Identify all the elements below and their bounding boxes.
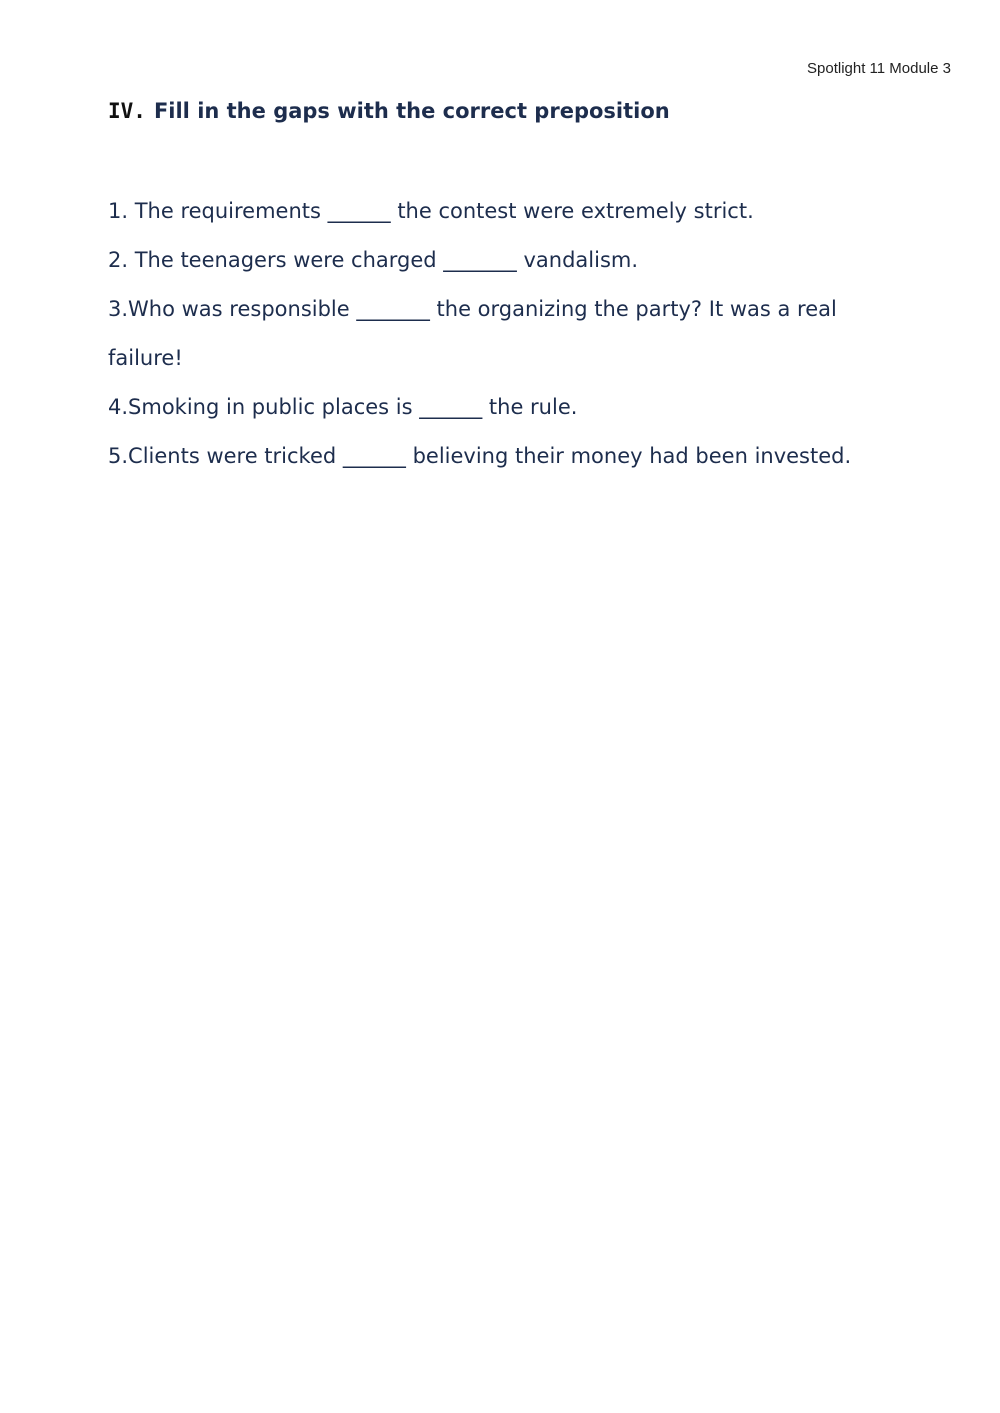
sentence-line: 3.Who was responsible _______ the organizing the party? It was a real: [108, 297, 837, 321]
sentence-line: failure!: [108, 346, 183, 370]
exercise-body: [108, 192, 908, 486]
exercise-heading: [108, 99, 670, 123]
exercise-instruction: Fill in the gaps with the correct preposition: [153, 99, 670, 123]
module-label: Spotlight 11 Module 3: [807, 60, 951, 77]
exercise-number: IV.: [108, 99, 146, 123]
sentence-line: 2. The teenagers were charged _______ vandalism.: [108, 248, 639, 272]
sentence-line: 1. The requirements ______ the contest were extremely strict.: [108, 199, 754, 223]
sentence-line: 5.Clients were tricked ______ believing their money had been invested.: [108, 444, 852, 468]
sentence-line: 4.Smoking in public places is ______ the rule.: [108, 395, 578, 419]
